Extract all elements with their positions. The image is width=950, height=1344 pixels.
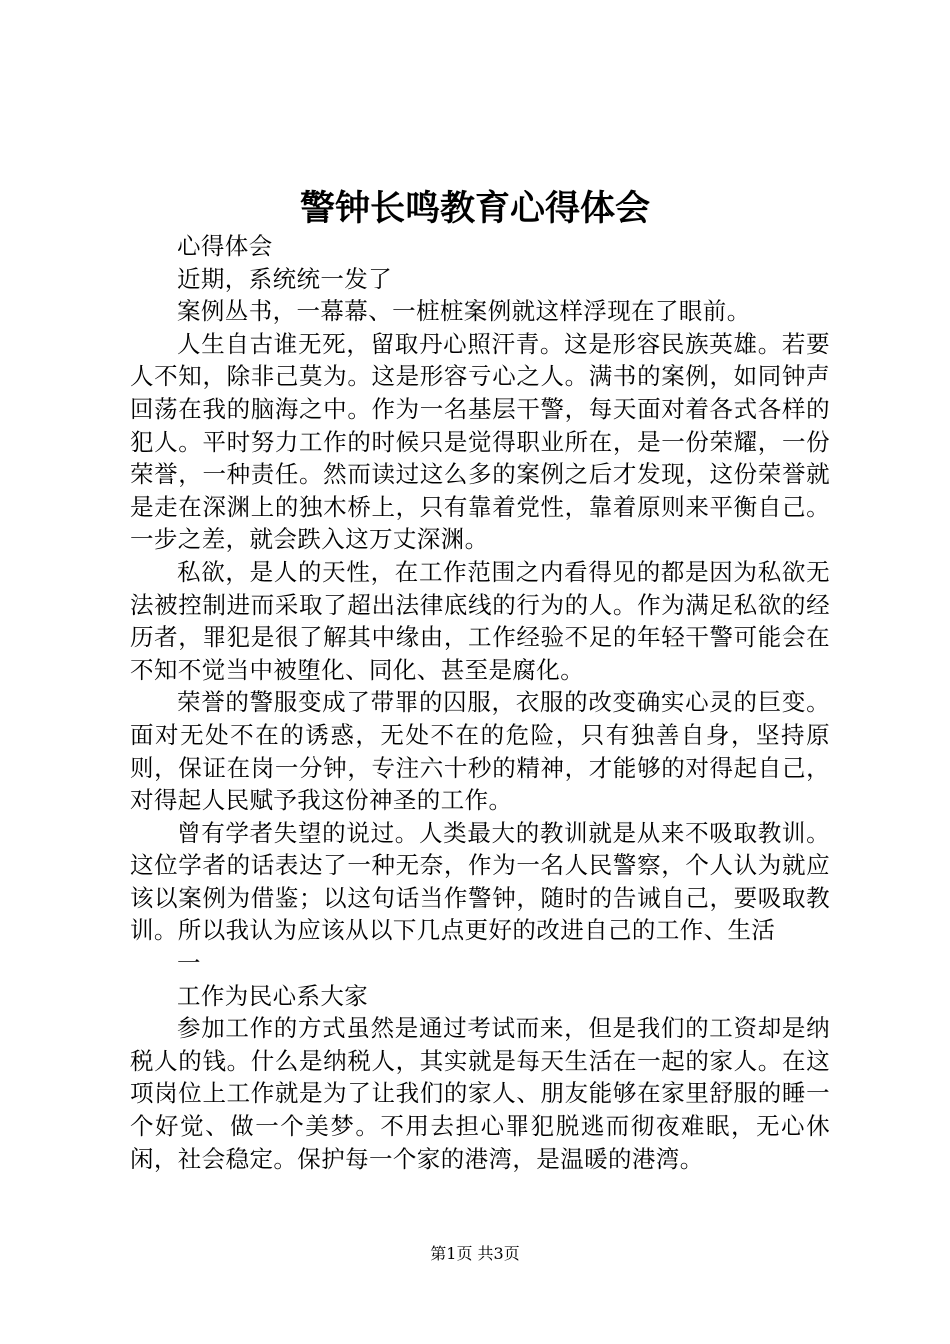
- paragraph: 私欲，是人的天性，在工作范围之内看得见的都是因为私欲无法被控制进而采取了超出法律底线的行为的人。作为满足私欲的经历者，罪犯是很了解其中缘由，工作经验不足的年轻干警可能会在不知不觉当中被堕化、同化、甚至是腐化。: [130, 557, 830, 684]
- document-title: 警钟长鸣教育心得体会: [299, 189, 650, 229]
- paragraph: 荣誉的警服变成了带罪的囚服，衣服的改变确实心灵的巨变。面对无处不在的诱惑，无处不在的危险，只有独善自身，坚持原则，保证在岗一分钟，专注六十秒的精神，才能够的对得起自己，对得起人民赋予我这份神圣的工作。: [130, 688, 830, 815]
- paragraph: 心得体会: [177, 232, 273, 260]
- paragraph: 人生自古谁无死，留取丹心照汗青。这是形容民族英雄。若要人不知，除非己莫为。这是形容亏心之人。满书的案例，如同钟声回荡在我的脑海之中。作为一名基层干警，每天面对着各式各样的犯人。平时努力工作的时候只是觉得职业所在，是一份荣耀，一份荣誉，一种责任。然而读过这么多的案例之后才发现，这份荣誉就是走在深渊上的独木桥上，只有靠着党性，靠着原则来平衡自己。一步之差，就会跌入这万丈深渊。: [130, 329, 830, 554]
- paragraph: 案例丛书，一幕幕、一桩桩案例就这样浮现在了眼前。: [177, 297, 751, 326]
- paragraph: 近期，系统统一发了: [177, 264, 393, 293]
- page-footer: 第1页 共3页: [430, 1244, 520, 1263]
- document-body: [130, 230, 830, 1175]
- paragraph: 曾有学者失望的说过。人类最大的教训就是从来不吸取教训。这位学者的话表达了一种无奈，作为一名人民警察，个人认为就应该以案例为借鉴；以这句话当作警钟，随时的告诫自己，要吸取教训。所以我认为应该从以下几点更好的改进自己的工作、生活: [130, 818, 830, 945]
- paragraph: 参加工作的方式虽然是通过考试而来，但是我们的工资却是纳税人的钱。什么是纳税人，其实就是每天生活在一起的家人。在这项岗位上工作就是为了让我们的家人、朋友能够在家里舒服的睡一个好觉、做一个美梦。不用去担心罪犯脱逃而彻夜难眠，无心休闲，社会稳定。保护每一个家的港湾，是温暖的港湾。: [130, 1014, 830, 1173]
- section-heading: 工作为民心系大家: [177, 981, 369, 1010]
- section-number: 一: [177, 949, 201, 978]
